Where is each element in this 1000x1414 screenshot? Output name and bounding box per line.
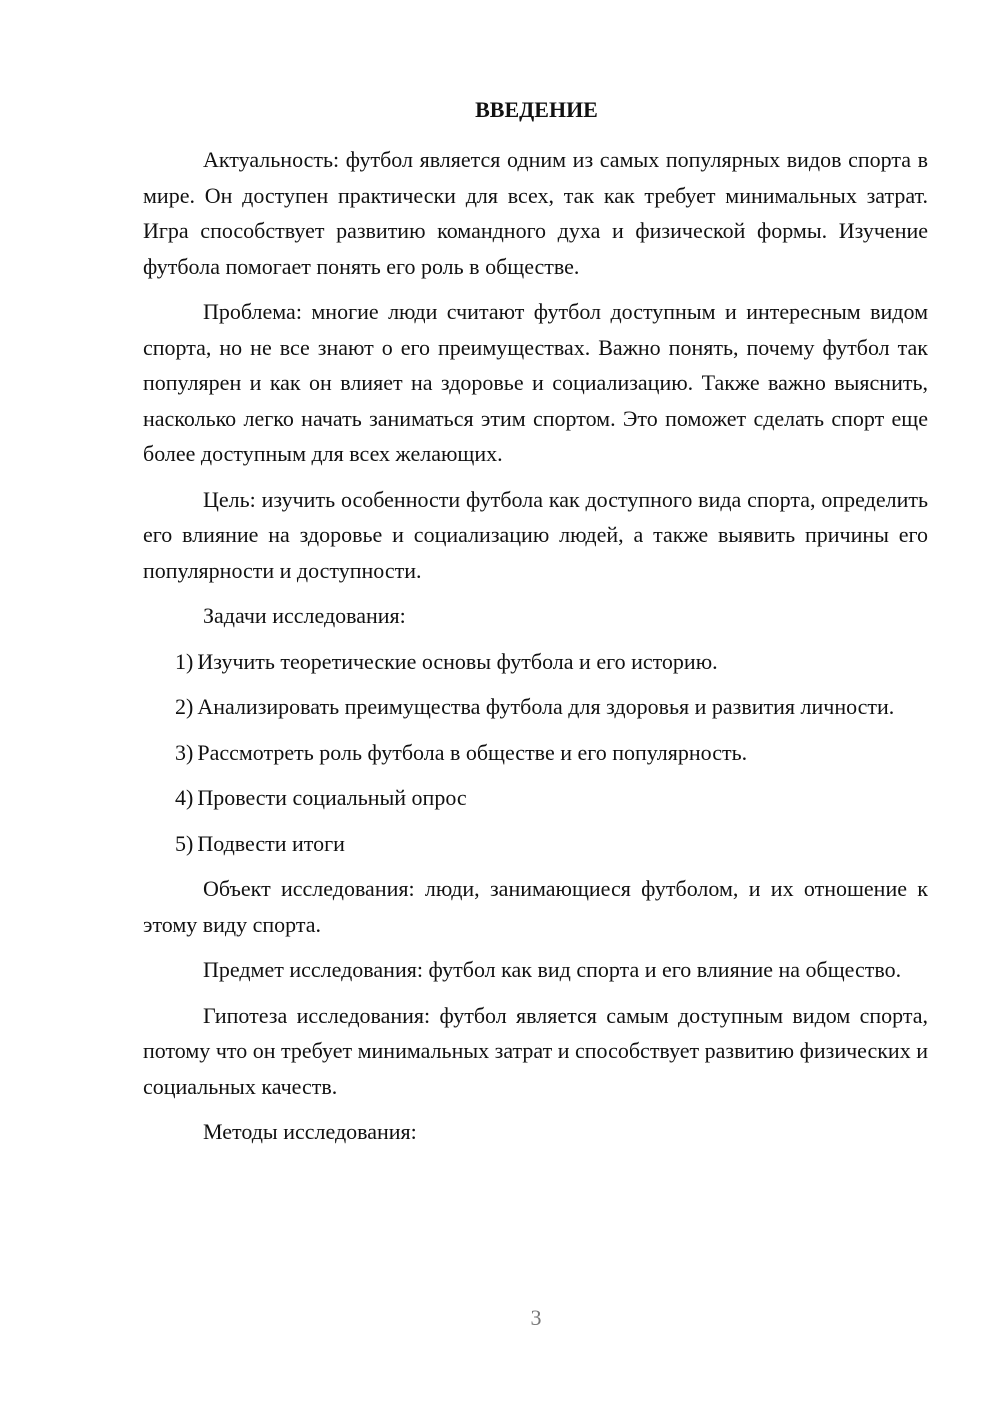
methods-heading: Методы исследования:: [203, 1119, 417, 1144]
task-item-4: [143, 780, 928, 816]
task-item-3: [143, 735, 928, 771]
paragraph-object: Объект исследования: люди, занимающиеся футболом, и их отношение к этому виду спорта.: [143, 876, 928, 937]
task-number: 2): [175, 694, 194, 719]
task-text: Подвести итоги: [197, 830, 345, 856]
task-number: 4): [175, 785, 194, 810]
paragraph-hypothesis: Гипотеза исследования: футбол является самым доступным видом спорта, потому что он требует минимальных затрат и способствует развитию физических и социальных качеств.: [143, 1002, 928, 1099]
task-item-5: [143, 826, 928, 862]
paragraph-problem: Проблема: многие люди считают футбол доступным и интересным видом спорта, но не все знают о его преимуществах. Важно понять, почему футбол так популярен и как он влияет на здоровье и социализацию. Также важно выяснить, насколько легко начать заниматься этим спортом. Это поможет сделать спорт еще более доступным для всех желающих.: [143, 299, 928, 466]
task-item-2: [143, 689, 928, 725]
task-text: Изучить теоретические основы футбола и его историю.: [197, 648, 718, 674]
tasks-heading: Задачи исследования:: [203, 603, 406, 628]
section-title: ВВЕДЕНИЕ: [475, 97, 598, 122]
task-number: 3): [175, 739, 194, 765]
task-text: Анализировать преимущества футбола для здоровья и развития личности.: [197, 694, 895, 719]
page-number: 3: [530, 1305, 542, 1330]
paragraph-relevance: Актуальность: футбол является одним из самых популярных видов спорта в мире. Он доступен практически для всех, так как требует минимальных затрат. Игра способствует развитию командного духа и физической формы. Изучение футбола помогает понять его роль в обществе.: [143, 147, 928, 279]
paragraph-subject: Предмет исследования: футбол как вид спорта и его влияние на общество.: [203, 957, 902, 982]
paragraph-goal: Цель: изучить особенности футбола как доступного вида спорта, определить его влияние на здоровье и социализацию людей, а также выявить причины его популярности и доступности.: [143, 486, 928, 583]
task-number: 5): [175, 830, 194, 856]
task-text: Рассмотреть роль футбола в обществе и его популярность.: [197, 739, 748, 765]
task-item-1: [143, 644, 928, 680]
task-text: Провести социальный опрос: [197, 785, 467, 810]
task-number: 1): [175, 648, 194, 674]
page-content: [143, 94, 928, 1160]
